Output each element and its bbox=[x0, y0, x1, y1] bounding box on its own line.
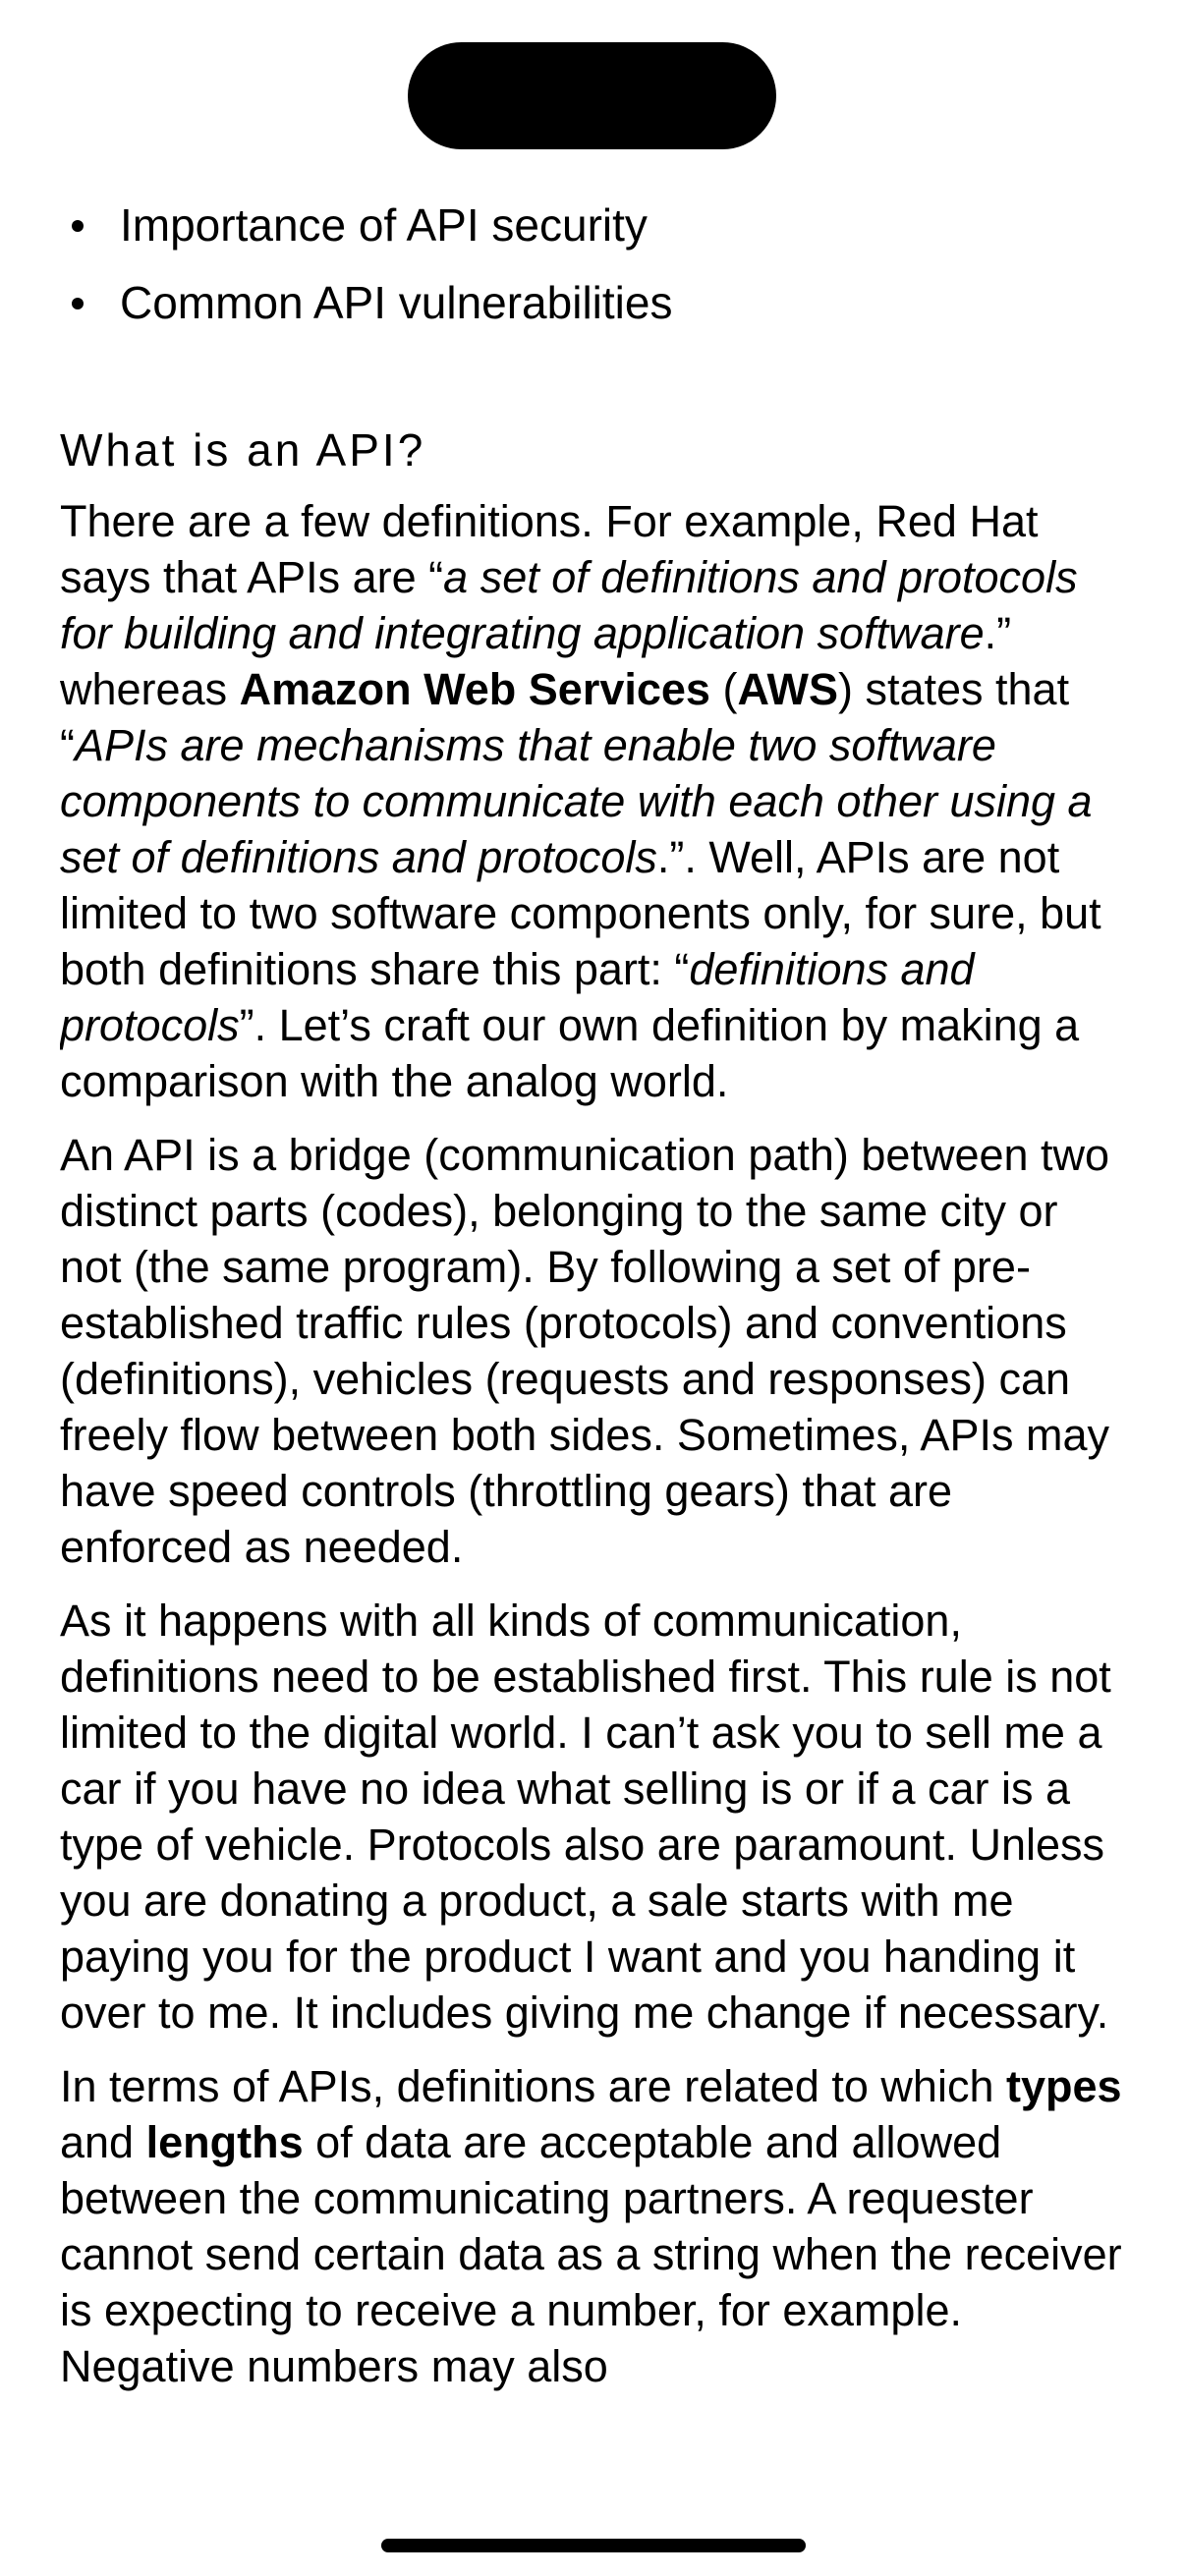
toc-item-api-vulnerabilities[interactable]: Common API vulnerabilities bbox=[60, 264, 1131, 342]
types-term: types bbox=[1005, 2061, 1122, 2111]
text: There are a few definitions. For example, Red Hat says that APIs are “ bbox=[60, 496, 1039, 602]
article-content bbox=[60, 187, 1131, 2476]
text: .” whereas bbox=[60, 608, 1012, 714]
text: ) states that “ bbox=[60, 664, 1070, 770]
text: .”. Well, APIs are not limited to two software components only, for sure, but both definitions share this part: “ bbox=[60, 832, 1101, 994]
paragraph-definitions bbox=[60, 493, 1131, 1109]
shared-phrase: definitions and protocols bbox=[60, 944, 975, 1050]
toc-list bbox=[60, 187, 1131, 342]
paragraph-communication: As it happens with all kinds of communication, definitions need to be established first. This rule is not limited to the digital world. I can’t ask you to sell me a car if you have no idea what selling is or if a car is a type of vehicle. Protocols also are paramount. Unless you are donating a product, a sale starts with me paying you for the product I want and you handing it over to me. It includes giving me change if necessary. bbox=[60, 1596, 1111, 2038]
text: ”. Let’s craft our own definition by making a comparison with the analog world. bbox=[60, 1000, 1080, 1106]
toc-item-api-security[interactable]: Importance of API security bbox=[60, 187, 1131, 264]
aws-abbr: AWS bbox=[737, 664, 838, 714]
aws-name: Amazon Web Services bbox=[239, 664, 710, 714]
text: ( bbox=[709, 664, 738, 714]
red-hat-quote: a set of definitions and protocols for building and integrating application software bbox=[60, 552, 1078, 658]
dynamic-island bbox=[408, 42, 776, 149]
text: and bbox=[60, 2117, 146, 2167]
home-indicator[interactable] bbox=[381, 2539, 806, 2552]
paragraph-bridge-analogy: An API is a bridge (communication path) between two distinct parts (codes), belonging to the same city or not (the same program). By following a set of pre-established traffic rules (protocols) and conventions (definitions), vehicles (requests and responses) can freely flow between both sides. Sometimes, APIs may have speed controls (throttling gears) that are enforced as needed. bbox=[60, 1130, 1110, 1572]
aws-quote: APIs are mechanisms that enable two software components to communicate with each other using a set of definitions and protocols bbox=[60, 720, 1093, 882]
text: of data are acceptable and allowed between the communicating partners. A requester cannot send certain data as a string when the receiver is expecting to receive a number, for example. Negative numbers may also bbox=[60, 2117, 1122, 2391]
paragraph-types-lengths bbox=[60, 2058, 1131, 2394]
text: In terms of APIs, definitions are related to which bbox=[60, 2061, 1006, 2111]
lengths-term: lengths bbox=[145, 2117, 304, 2167]
section-heading: What is an API? bbox=[60, 424, 426, 476]
